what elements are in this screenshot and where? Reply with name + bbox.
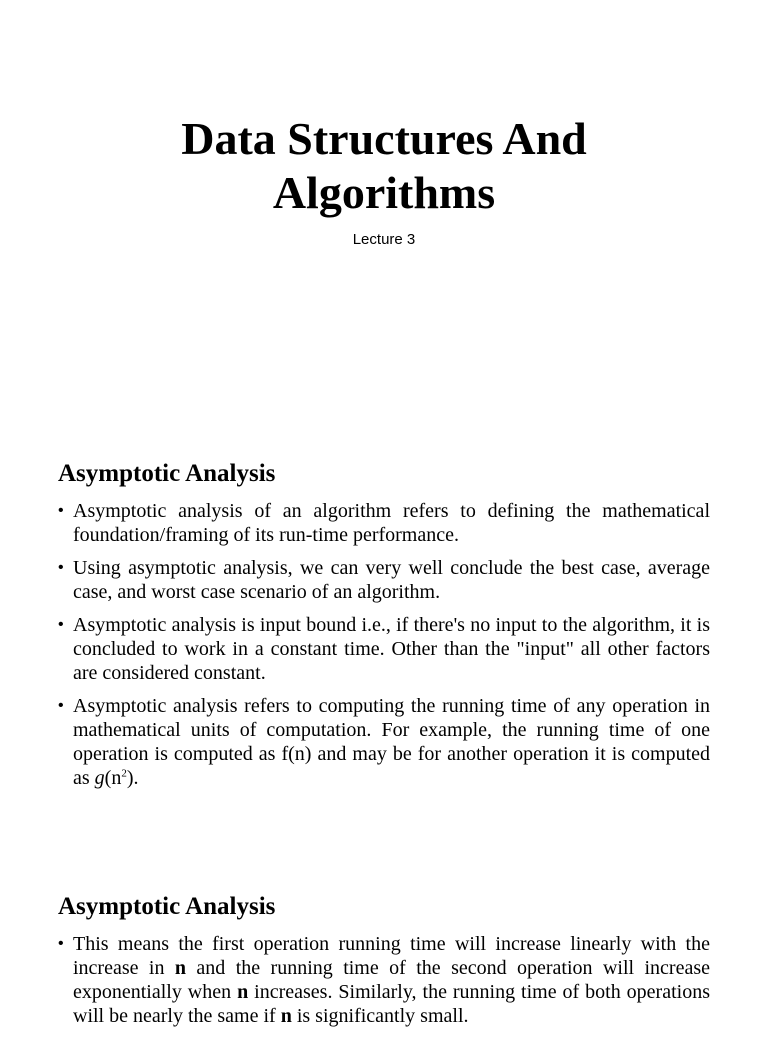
bullet-item — [58, 613, 710, 685]
text-segment: is significantly small. — [291, 1005, 469, 1027]
variable-n: n — [237, 981, 249, 1003]
bullet-icon: • — [58, 697, 64, 714]
text-segment: increases. Similarly, the running time of both operations will be nearly the same if — [73, 981, 710, 1027]
bullet-item — [58, 932, 710, 1028]
bullet-text: Using asymptotic analysis, we can very well conclude the best case, average case, and worst case scenario of an algorithm. — [73, 557, 710, 603]
bullet-item — [58, 556, 710, 604]
text-segment: This means the first operation running time will increase linearly with the increase in — [73, 933, 710, 979]
function-name: g — [94, 767, 105, 789]
bullet-item — [58, 499, 710, 547]
asymptotic-analysis-slide-1 — [58, 458, 710, 799]
presentation-title — [0, 112, 768, 220]
variable-n: n — [174, 957, 187, 979]
bullet-text: Asymptotic analysis is input bound i.e., if there's no input to the algorithm, it is concluded to work in a constant time. Other than the "input" all other factors are considered constant. — [73, 614, 710, 684]
bullet-list — [58, 499, 710, 790]
function-arg: (n — [104, 767, 122, 789]
text-segment: and the running time of the second operation will increase exponentially when — [73, 957, 710, 1003]
bullet-text-main: Asymptotic analysis refers to computing the running time of any operation in mathematical units of computation. For example, the running time of one operation is computed as f(n) and may be for another operation it is computed as — [73, 695, 710, 789]
title-slide — [0, 112, 768, 262]
title-line-1: Data Structures And — [181, 113, 587, 164]
bullet-icon: • — [58, 559, 64, 576]
function-close: ). — [126, 767, 139, 789]
bullet-item — [58, 694, 710, 790]
slide-heading: Asymptotic Analysis — [58, 893, 276, 920]
slide-heading: Asymptotic Analysis — [58, 460, 276, 487]
asymptotic-analysis-slide-2 — [58, 891, 710, 1037]
bullet-text: Asymptotic analysis of an algorithm refers to defining the mathematical foundation/framing of its run-time performance. — [73, 500, 710, 546]
bullet-icon: • — [58, 616, 64, 633]
lecture-subtitle: Lecture 3 — [352, 231, 416, 248]
bullet-icon: • — [58, 502, 64, 519]
bullet-text — [73, 695, 710, 789]
title-line-2: Algorithms — [272, 167, 496, 218]
bullet-text — [73, 933, 710, 1027]
bullet-list — [58, 932, 710, 1028]
variable-n: n — [280, 1005, 292, 1027]
exponent: 2 — [121, 767, 127, 780]
bullet-icon: • — [58, 935, 64, 952]
